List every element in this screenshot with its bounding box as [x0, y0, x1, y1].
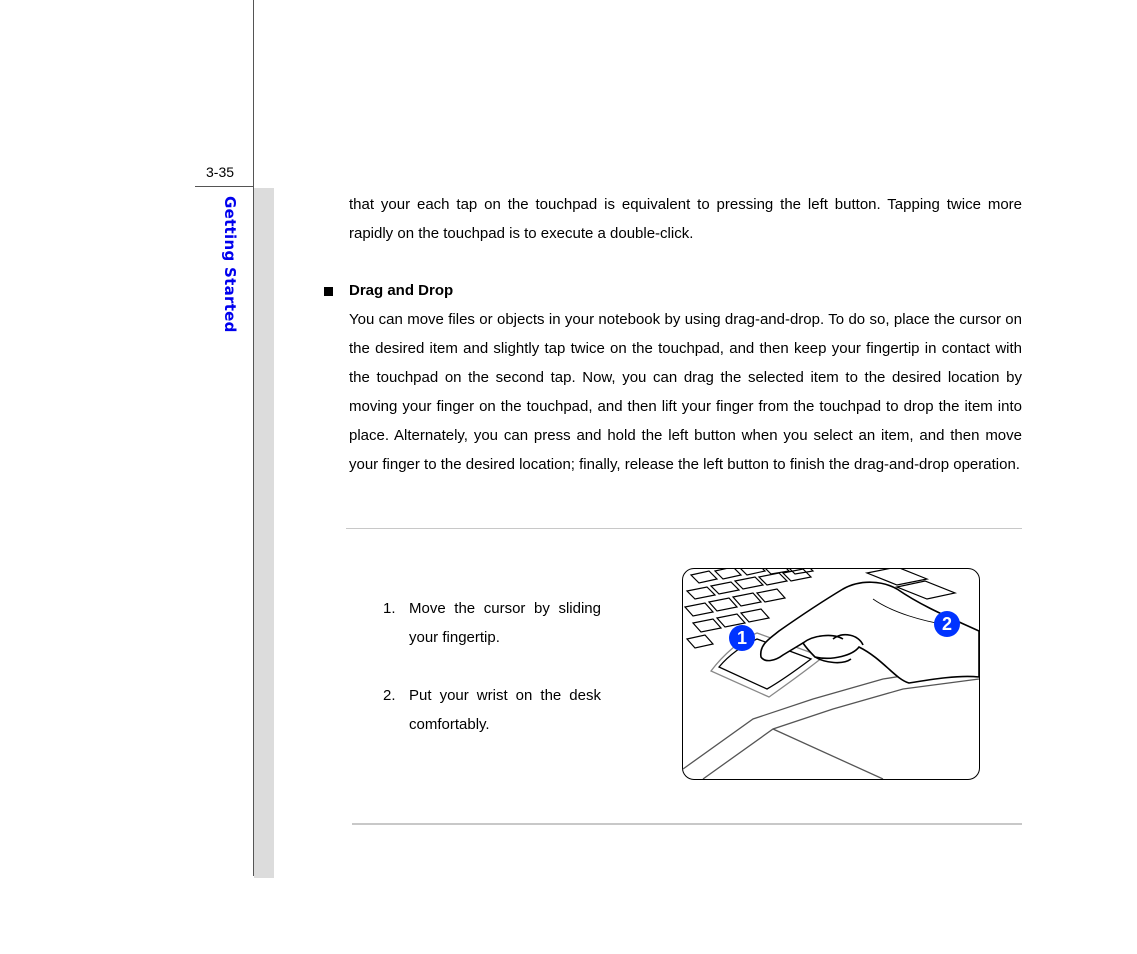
page-number: 3-35 [206, 164, 235, 180]
square-bullet-icon [324, 287, 333, 296]
step-number: 1. [383, 600, 396, 617]
chapter-title: Getting Started [221, 196, 239, 333]
touchpad-hand-drawing [683, 569, 979, 779]
callout-2-badge: 2 [934, 611, 960, 637]
step-list [383, 594, 601, 768]
page-number-underline [195, 186, 254, 187]
list-item [383, 594, 601, 652]
step-number: 2. [383, 687, 396, 704]
step-text: Put your wrist on the desk comfortably. [409, 687, 601, 733]
divider-bottom [352, 823, 1022, 825]
list-item [383, 681, 601, 739]
chapter-side-bar [254, 188, 274, 878]
divider-top [346, 528, 1022, 529]
section-heading: Drag and Drop [349, 282, 454, 299]
intro-paragraph: that your each tap on the touchpad is equivalent to pressing the left button. Tapping twice more rapidly on the touchpad is to execute a double-click. [349, 196, 1022, 242]
touchpad-illustration [682, 568, 980, 780]
step-text: Move the cursor by sliding your fingertip. [409, 600, 601, 646]
callout-1-badge: 1 [729, 625, 755, 651]
section-paragraph: You can move files or objects in your notebook by using drag-and-drop. To do so, place the cursor on the desired item and slightly tap twice on the touchpad, and then keep your fingertip in contact with the touchpad on the second tap. Now, you can drag the selected item to the desired location by moving your finger on the touchpad, and then lift your finger from the touchpad to drop the item into place. Alternately, you can press and hold the left button when you select an item, and then move your finger to the desired location; finally, release the left button to finish the drag-and-drop operation. [349, 311, 1022, 473]
